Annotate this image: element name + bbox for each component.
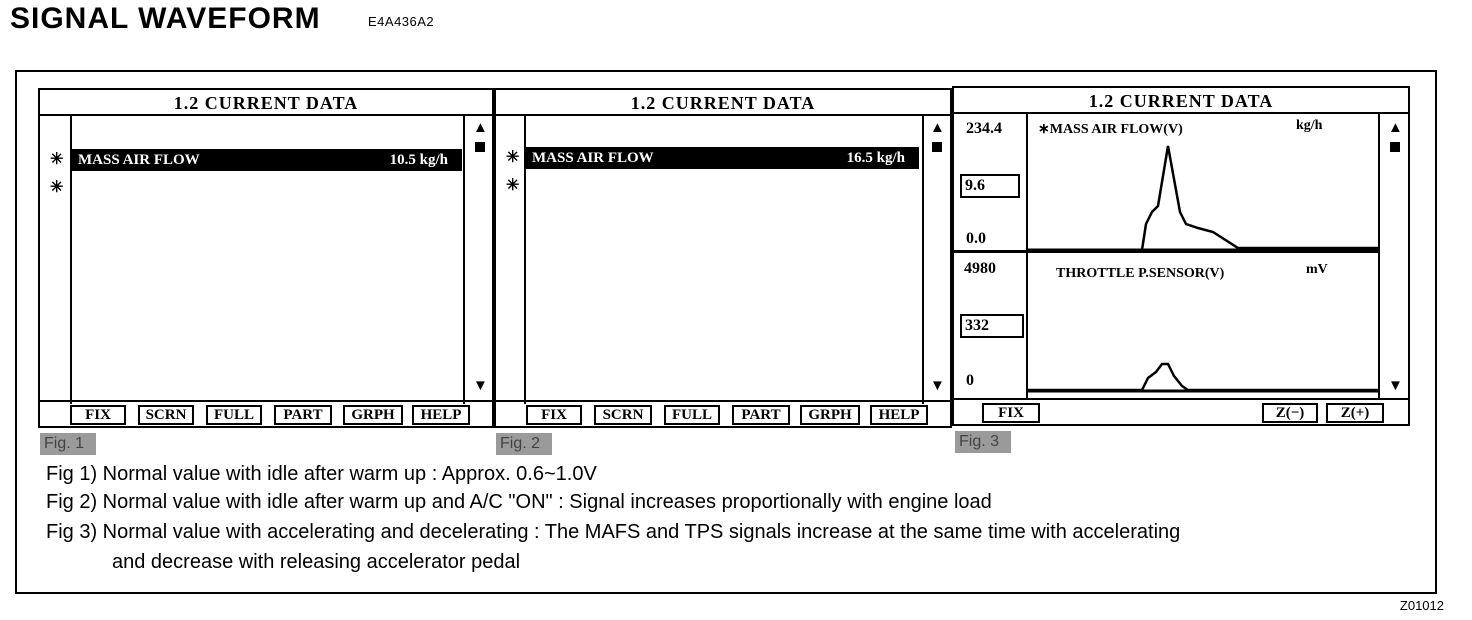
- fig2-tag: Fig. 2: [496, 433, 552, 455]
- graph2-current-value: 332: [960, 314, 1024, 338]
- help-button[interactable]: HELP: [870, 405, 928, 425]
- full-button[interactable]: FULL: [664, 405, 720, 425]
- scroll-up-arrow-icon[interactable]: ▲: [473, 119, 488, 136]
- scroll-thumb-icon[interactable]: [475, 142, 485, 152]
- row-label: MASS AIR FLOW: [78, 152, 200, 168]
- fig1-screen: [38, 88, 494, 428]
- fig3-tag: Fig. 3: [955, 431, 1011, 453]
- graph1-label: ∗MASS AIR FLOW(V): [1038, 122, 1183, 137]
- row-label: MASS AIR FLOW: [532, 150, 654, 166]
- full-button[interactable]: FULL: [206, 405, 262, 425]
- help-button[interactable]: HELP: [412, 405, 470, 425]
- fix-button[interactable]: FIX: [70, 405, 126, 425]
- asterisk-icon: ✳: [50, 151, 64, 168]
- scroll-column-divider: [1378, 114, 1380, 400]
- note-fig1: Fig 1) Normal value with idle after warm up : Approx. 0.6~1.0V: [46, 463, 597, 485]
- zoom-out-button[interactable]: Z(−): [1262, 403, 1318, 423]
- scrn-button[interactable]: SCRN: [594, 405, 652, 425]
- scroll-down-arrow-icon[interactable]: ▼: [930, 377, 945, 394]
- graph2-unit: mV: [1306, 262, 1328, 277]
- fig2-selected-row[interactable]: [526, 147, 919, 169]
- note-fig2: Fig 2) Normal value with idle after warm up and A/C "ON" : Signal increases proportionally with engine load: [46, 491, 992, 513]
- fig3-title: 1.2 CURRENT DATA: [954, 88, 1408, 114]
- fig2-button-bar: [496, 400, 950, 426]
- graph1-min-value: 0.0: [966, 230, 986, 247]
- graph2-min-value: 0: [966, 372, 974, 389]
- figure-code: Z01012: [1399, 598, 1444, 613]
- fig1-button-bar: [40, 400, 492, 426]
- scroll-up-arrow-icon[interactable]: ▲: [930, 119, 945, 136]
- document-code: E4A436A2: [368, 14, 435, 29]
- grph-button[interactable]: GRPH: [343, 405, 403, 425]
- scroll-down-arrow-icon[interactable]: ▼: [473, 377, 488, 394]
- page-title: SIGNAL WAVEFORM: [10, 2, 321, 35]
- fig3-button-bar: [954, 398, 1408, 424]
- zoom-in-button[interactable]: Z(+): [1326, 403, 1384, 423]
- note-fig3-continued: and decrease with releasing accelerator pedal: [112, 551, 521, 573]
- grph-button[interactable]: GRPH: [800, 405, 860, 425]
- part-button[interactable]: PART: [732, 405, 790, 425]
- note-fig3: Fig 3) Normal value with accelerating and decelerating : The MAFS and TPS signals increase at the same time with accelerating: [46, 521, 1181, 543]
- graph1-max-value: 234.4: [966, 120, 1002, 137]
- graph2-max-value: 4980: [964, 260, 996, 277]
- graph1-unit: kg/h: [1296, 118, 1323, 133]
- part-button[interactable]: PART: [274, 405, 332, 425]
- fig2-title: 1.2 CURRENT DATA: [496, 90, 950, 116]
- row-value: 16.5 kg/h: [846, 150, 905, 166]
- asterisk-icon: ✳: [50, 179, 64, 196]
- graph2-label: THROTTLE P.SENSOR(V): [1056, 266, 1225, 281]
- graph1-current-value: 9.6: [960, 174, 1020, 198]
- fig1-tag: Fig. 1: [40, 433, 96, 455]
- scroll-up-arrow-icon[interactable]: ▲: [1388, 119, 1403, 136]
- scroll-down-arrow-icon[interactable]: ▼: [1388, 377, 1403, 394]
- mass-air-flow-trace: [1028, 146, 1378, 250]
- fig1-selected-row[interactable]: [72, 149, 462, 171]
- scroll-thumb-icon[interactable]: [932, 142, 942, 152]
- waveform-plot: [1028, 114, 1378, 400]
- fig1-title: 1.2 CURRENT DATA: [40, 90, 492, 116]
- row-value: 10.5 kg/h: [389, 152, 448, 168]
- asterisk-icon: ✳: [506, 177, 520, 194]
- fig2-screen: [494, 88, 952, 428]
- asterisk-icon: ✳: [506, 149, 520, 166]
- fix-button[interactable]: FIX: [526, 405, 582, 425]
- throttle-sensor-trace: [1028, 364, 1378, 390]
- scrn-button[interactable]: SCRN: [138, 405, 194, 425]
- fig3-screen: [952, 86, 1410, 426]
- scroll-thumb-icon[interactable]: [1390, 142, 1400, 152]
- fix-button[interactable]: FIX: [982, 403, 1040, 423]
